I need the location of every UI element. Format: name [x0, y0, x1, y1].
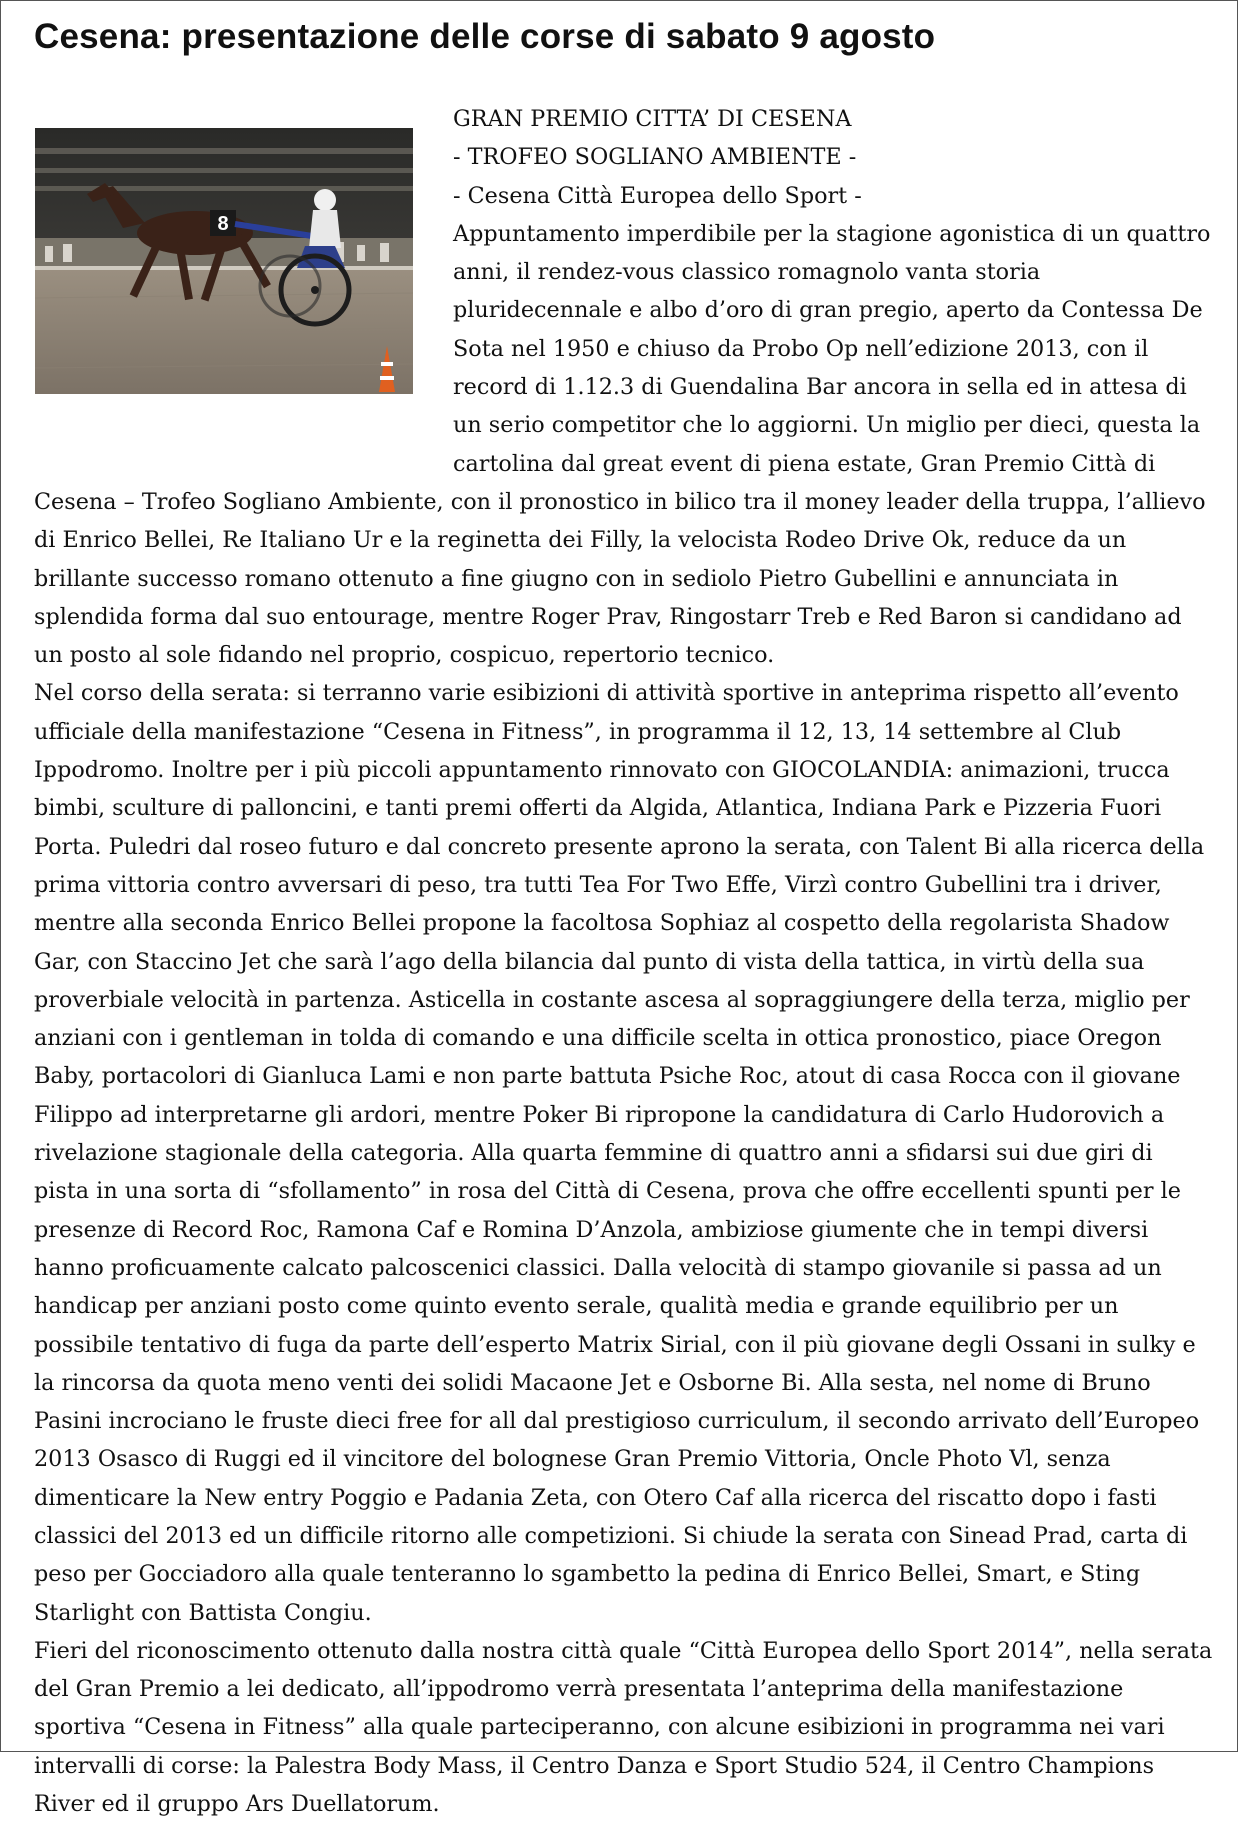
photo-spacer [34, 100, 453, 453]
article-paragraph: Appuntamento imperdibile per la stagione agonistica di un quattro anni, il rendez-vous classico romagnolo vanta storia pluridecennale e albo d’oro di gran pregio, aperto da Contessa De Sota nel 1950 e chiuso da Probo Op nell’edizione 2013, con il record di 1.12.3 di Guendalina Bar ancora in sella ed in attesa di un serio competitor che lo aggiorni. Un miglio per dieci, questa la cartolina dal great event di piena estate, Gran Premio Città di Cesena – Trofeo Sogliano Ambiente, con il pronostico in bilico tra il money leader della truppa, l’allievo di Enrico Bellei, Re Italiano Ur e la reginetta dei Filly, la velocista Rodeo Drive Ok, reduce da un brillante successo romano ottenuto a fine giugno con in sediolo Pietro Gubellini e annunciata in splendida forma dal suo entourage, mentre Roger Prav, Ringostarr Treb e Red Baron si candidano ad un posto al sole fidando nel proprio, cospicuo, repertorio tecnico. [34, 220, 1211, 669]
article-paragraph: Fieri del riconoscimento ottenuto dalla nostra città quale “Città Europea dello Sport 2014”, nella serata del Gran Premio a lei dedicato, all’ippodromo verrà presentata l’anteprima della manifestazione sportiva “Cesena in Fitness” alla quale parteciperanno, con alcune esibizioni in programma nei vari intervalli di corse: la Palestra Body Mass, il Centro Danza e Sport Studio 524, il Centro Champions River ed il gruppo Ars Duellatorum. [34, 1637, 1213, 1818]
article-paragraph: Nel corso della serata: si terranno varie esibizioni di attività sportive in anteprima rispetto all’evento ufficiale della manifestazione “Cesena in Fitness”, in programma il 12, 13, 14 settembre al Club Ippodromo. Inoltre per i più piccoli appuntamento rinnovato con GIOCOLANDIA: animazioni, trucca bimbi, sculture di palloncini, e tanti premi offerti da Algida, Atlantica, Indiana Park e Pizzeria Fuori Porta. Puledri dal roseo futuro e dal concreto presente aprono la serata, con Talent Bi alla ricerca della prima vittoria contro avversari di peso, tra tutti Tea For Two Effe, Virzì contro Gubellini tra i driver, mentre alla seconda Enrico Bellei propone la facoltosa Sophiaz al cospetto della regolarista Shadow Gar, con Staccino Jet che sarà l’ago della bilancia dal punto di vista della tattica, in virtù della sua proverbiale velocità in partenza. Asticella in costante ascesa al sopraggiungere della terza, miglio per anziani con i gentleman in tolda di comando e una difficile scelta in ottica pronostico, piace Oregon Baby, portacolori di Gianluca Lami e non parte battuta Psiche Roc, atout di casa Rocca con il giovane Filippo ad interpretarne gli ardori, mentre Poker Bi ripropone la candidatura di Carlo Hudorovich a rivelazione stagionale della categoria. Alla quarta femmine di quattro anni a sfidarsi sui due giri di pista in una sorta di “sfollamento” in rosa del Città di Cesena, prova che offre eccellenti spunti per le presenze di Record Roc, Ramona Caf e Romina D’Anzola, ambiziose giumente che in tempi diversi hanno proficuamente calcato palcoscenici classici. Dalla velocità di stampo giovanile si passa ad un handicap per anziani posto come quinto evento serale, qualità media e grande equilibrio per un possibile tentativo di fuga da parte dell’esperto Matrix Sirial, con il più giovane degli Ossani in sulky e la rincorsa da quota meno venti dei solidi Macaone Jet e Osborne Bi. Alla sesta, nel nome di Bruno Pasini incrociano le fruste dieci free for all dal prestigioso curriculum, il secondo arrivato dell’Europeo 2013 Osasco di Ruggi ed il vincitore del bolognese Gran Premio Vittoria, Oncle Photo Vl, senza dimenticare la New entry Poggio e Padania Zeta, con Otero Caf alla ricerca del riscatto dopo i fasti classici del 2013 ed un difficile ritorno alle competizioni. Si chiude la serata con Sinead Prad, carta di peso per Gocciadoro alla quale tenteranno lo sgambetto la pedina di Enrico Bellei, Smart, e Sting Starlight con Battista Congiu. [34, 680, 1205, 1626]
article-title: Cesena: presentazione delle corse di sabato 9 agosto [34, 17, 936, 56]
article-body [34, 100, 1214, 1823]
subheading-line: - Cesena Città Europea dello Sport - [453, 182, 862, 209]
subheading-line: - TROFEO SOGLIANO AMBIENTE - [453, 144, 857, 171]
saddle-number: 8 [217, 213, 229, 235]
subheading-line: GRAN PREMIO CITTA’ DI CESENA [453, 106, 852, 132]
